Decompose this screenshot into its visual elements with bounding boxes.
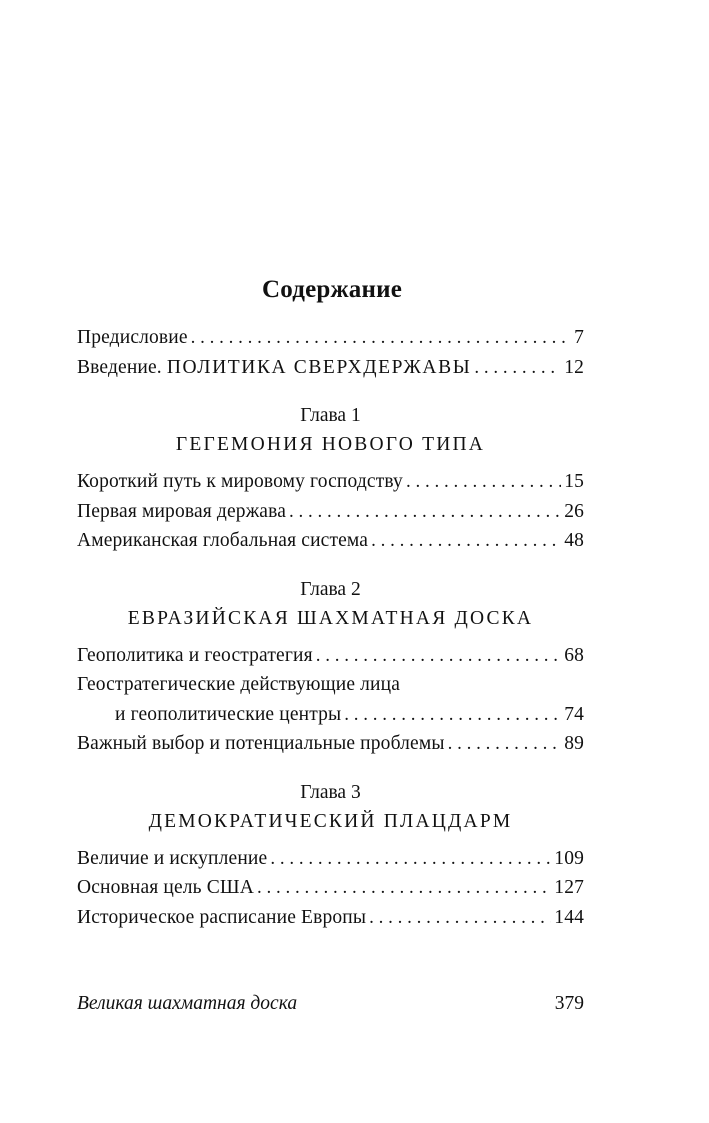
toc-entry-first-line[interactable]	[77, 670, 584, 700]
dot-leader	[289, 497, 561, 527]
toc-entry-label: Введение. ПОЛИТИКА СВЕРХДЕРЖАВЫ	[77, 356, 472, 378]
toc-entry-page: 109	[554, 847, 584, 869]
toc-entry-label: Предисловие	[77, 327, 188, 348]
toc-entry-continuation[interactable]	[77, 700, 584, 730]
page-footer	[77, 993, 584, 1015]
toc-entry[interactable]	[77, 903, 584, 933]
toc-entry[interactable]	[77, 844, 584, 874]
toc-entry-page: 12	[564, 356, 584, 378]
dot-leader	[191, 323, 571, 353]
dot-leader	[448, 729, 562, 759]
toc-entry[interactable]	[77, 526, 584, 556]
toc-entry-page: 48	[564, 530, 584, 551]
toc-entry[interactable]	[77, 497, 584, 527]
chapter-label: Глава 3	[300, 781, 361, 803]
toc-entry-page: 74	[564, 703, 584, 725]
dot-leader	[257, 873, 551, 903]
dot-leader	[316, 641, 561, 671]
toc-entry-label-caps: ПОЛИТИКА СВЕРХДЕРЖАВЫ	[166, 356, 472, 378]
toc-entry-label: Короткий путь к мировому господству	[77, 471, 403, 492]
toc-entry[interactable]	[77, 641, 584, 671]
toc-entry[interactable]	[77, 873, 584, 903]
chapter-title: ЕВРАЗИЙСКАЯ ШАХМАТНАЯ ДОСКА	[127, 607, 534, 629]
dot-leader	[474, 353, 561, 383]
toc-entry-label: Геостратегические действующие лица	[77, 674, 401, 695]
dot-leader	[369, 903, 551, 933]
toc-entry-page: 127	[554, 877, 584, 898]
chapter-title: ДЕМОКРАТИЧЕСКИЙ ПЛАЦДАРМ	[148, 810, 513, 832]
toc-entry-page: 89	[564, 733, 584, 754]
toc-entry-label: и геополитические центры	[115, 703, 342, 725]
chapter-label: Глава 2	[300, 578, 361, 600]
toc-entry-label: Первая мировая держава	[77, 500, 287, 522]
toc-entry-label: Геополитика и геостратегия	[77, 644, 313, 666]
page-title: Содержание	[261, 276, 402, 303]
chapter-label: Глава 1	[300, 405, 361, 426]
chapter-title: ГЕГЕМОНИЯ НОВОГО ТИПА	[175, 434, 486, 455]
dot-leader	[406, 467, 561, 497]
toc-entry-preface[interactable]	[77, 323, 584, 353]
toc-entry-introduction[interactable]	[77, 353, 584, 383]
chapter-heading-1	[77, 401, 584, 459]
toc-entry[interactable]	[77, 467, 584, 497]
table-of-contents	[77, 276, 584, 932]
toc-entry-page: 7	[574, 327, 584, 348]
toc-entry-label: Важный выбор и потенциальные проблемы	[77, 733, 445, 754]
dot-leader	[371, 526, 561, 556]
chapter-heading-3	[77, 778, 584, 836]
toc-entry[interactable]	[77, 729, 584, 759]
toc-entry-page: 15	[564, 471, 584, 492]
running-title: Великая шахматная доска	[77, 993, 298, 1014]
chapter-heading-2	[77, 575, 584, 633]
toc-entry-label: Историческое расписание Европы	[77, 906, 367, 928]
toc-entry-label: Американская глобальная система	[77, 530, 369, 551]
dot-leader	[270, 844, 551, 874]
toc-entry-page: 26	[564, 500, 584, 522]
toc-entry-page: 68	[564, 644, 584, 666]
dot-leader	[344, 700, 561, 730]
page-number: 379	[554, 993, 584, 1014]
toc-entry-page: 144	[554, 906, 584, 928]
toc-entry-label: Величие и искупление	[77, 847, 268, 869]
toc-entry-label: Основная цель США	[77, 877, 254, 898]
